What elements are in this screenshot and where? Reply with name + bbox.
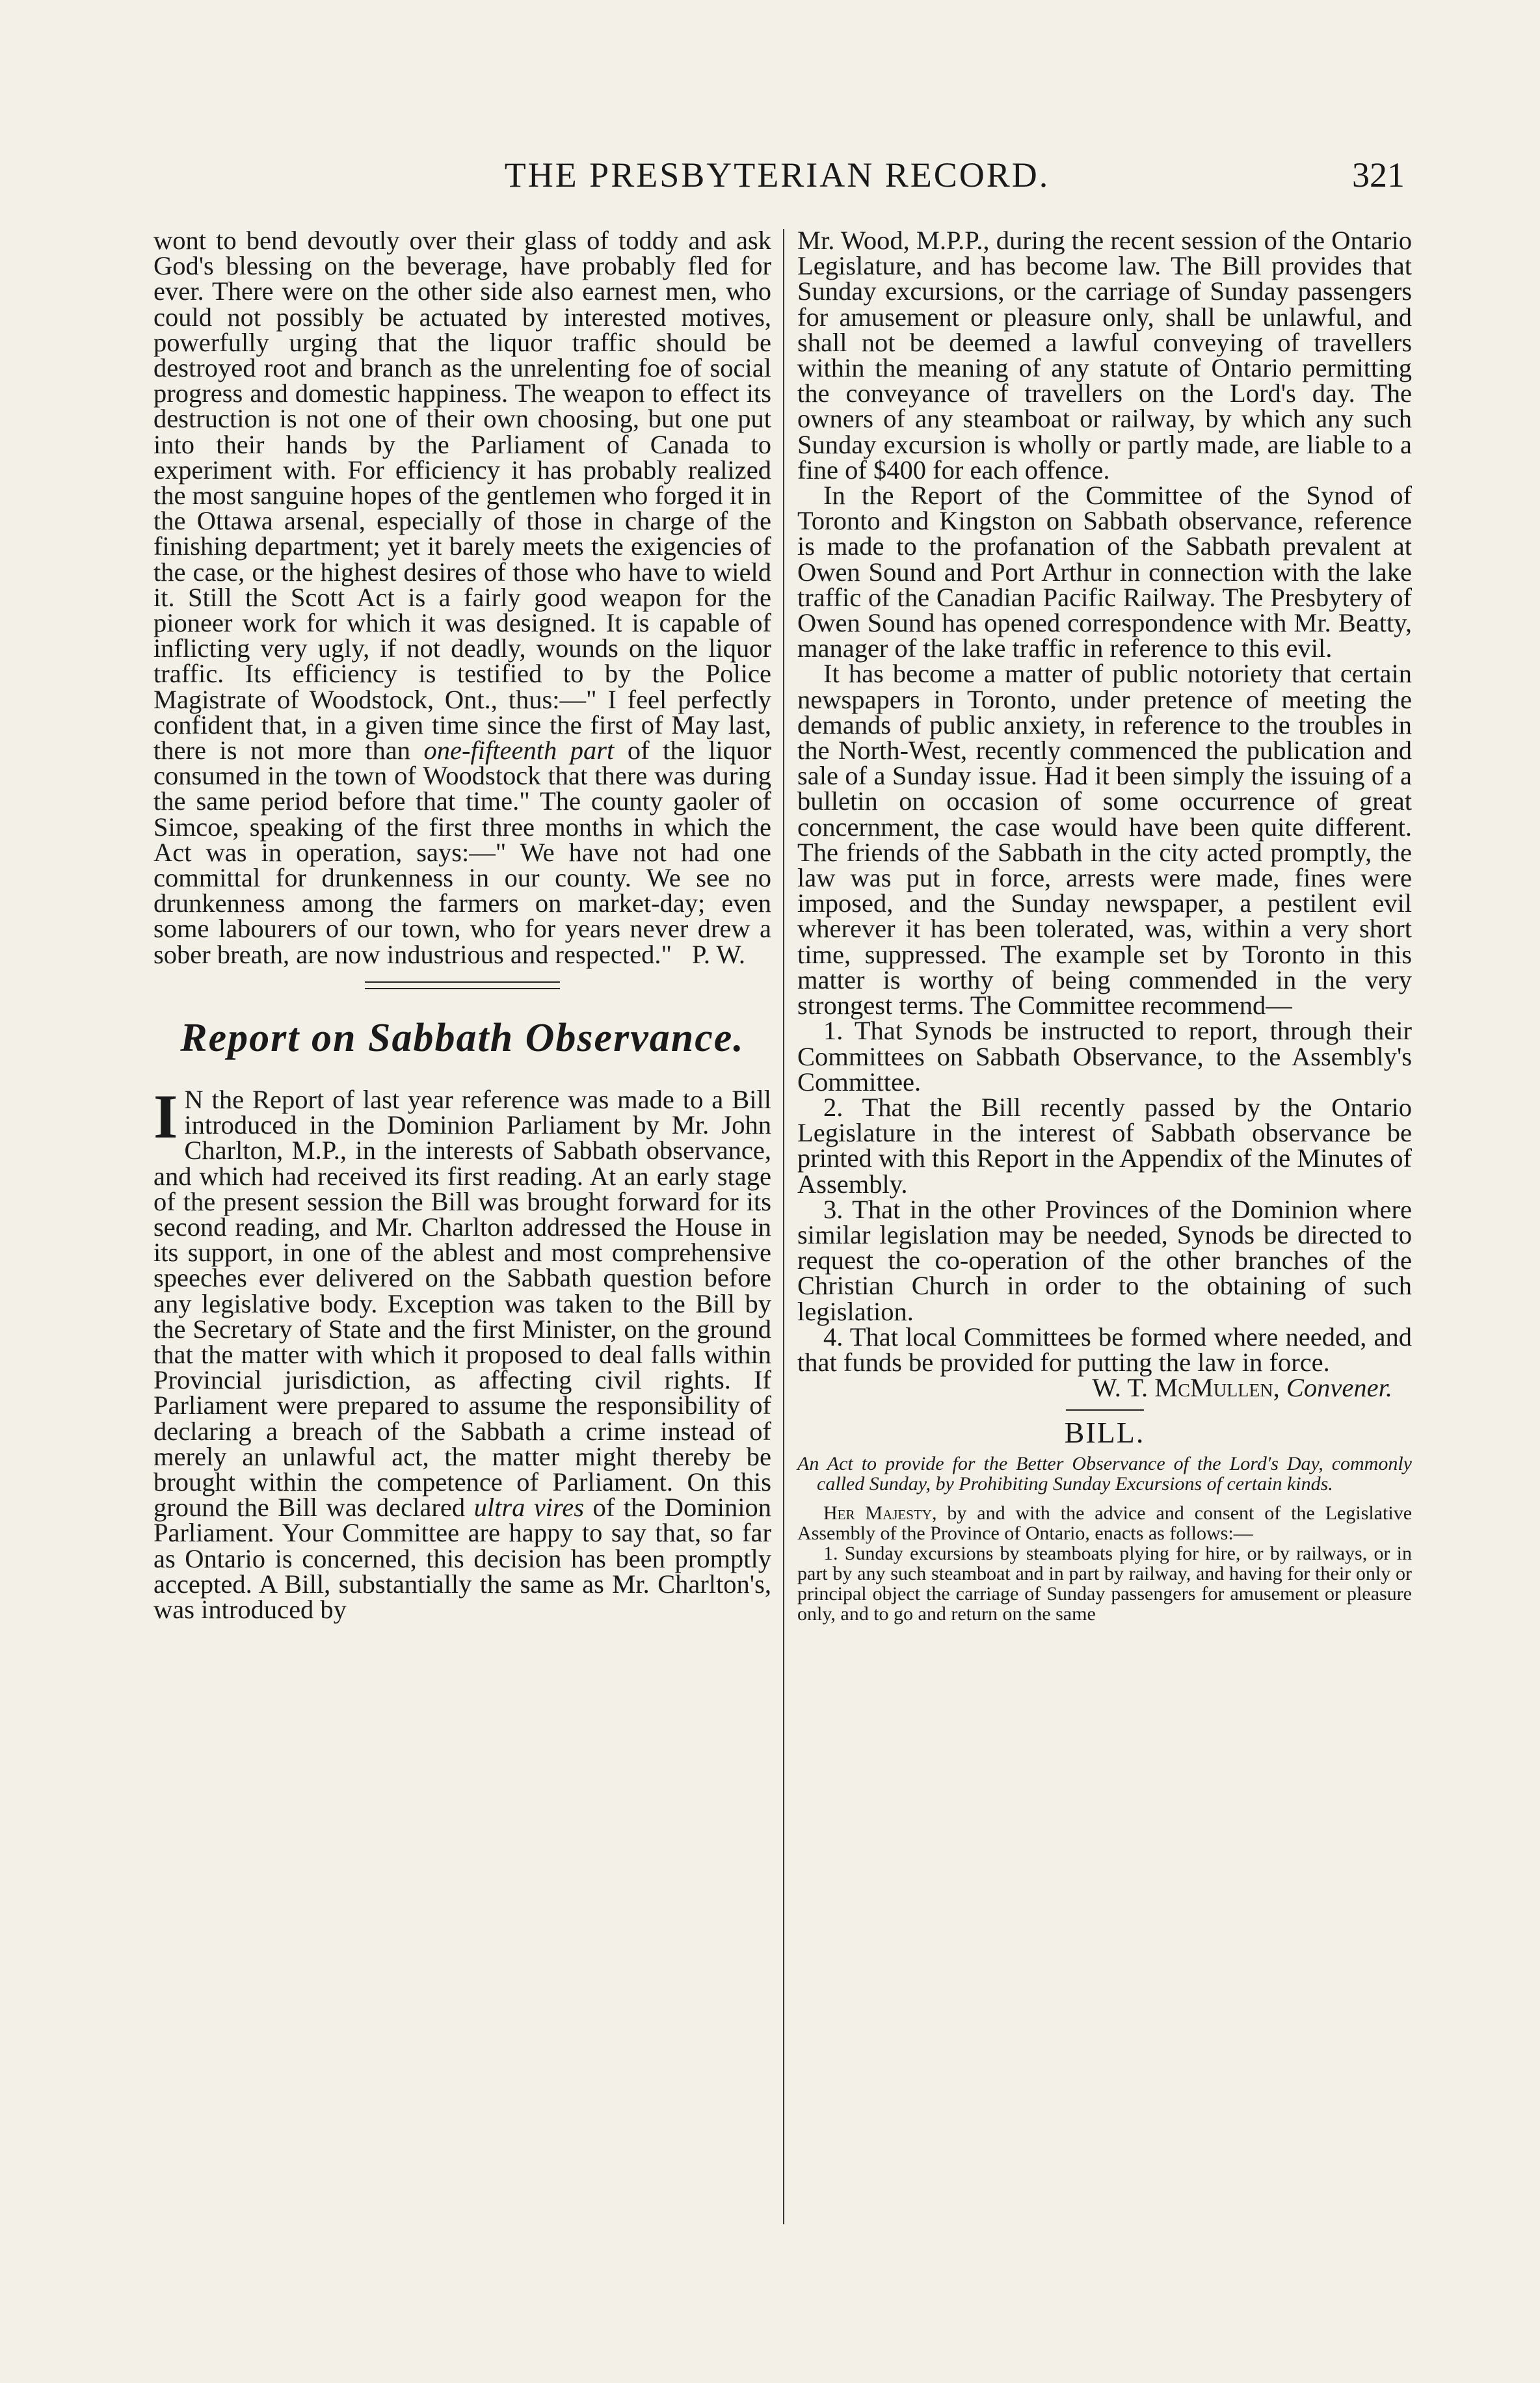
column-divider <box>783 229 784 2224</box>
right-column <box>797 228 1412 1624</box>
paragraph: Mr. Wood, M.P.P., during the recent session of the Ontario Legislature, and has become law. The Bill provides that Sunday excursions, or the carriage of Sunday passengers for amusement or pleasure only, shall be unlawful, and shall not be deemed a lawful conveying of travellers within the meaning of any statute of Ontario permitting the conveyance of travellers on the Lord's day. The owners of any steamboat or railway, by which any such Sunday excursion is wholly or partly made, are liable to a fine of $400 for each offence. <box>797 226 1412 485</box>
majesty-text: Her Majesty <box>823 1502 932 1524</box>
drop-cap: I <box>153 1081 178 1151</box>
signatory-name: W. T. McMullen, <box>1092 1373 1280 1403</box>
journal-title: THE PRESBYTERIAN RECORD. <box>504 155 1050 194</box>
act-title: An Act to provide for the Better Observance of the Lord's Day, commonly called Sunday, by Prohibiting Sunday Excursions of certain kinds. <box>797 1452 1412 1495</box>
bill-heading: BILL. <box>1064 1416 1145 1450</box>
report-paragraph <box>153 1081 771 1624</box>
signatory-title: Convener. <box>1286 1373 1392 1403</box>
enacting-clause <box>797 1503 1412 1543</box>
recommendation-item: 1. That Synods be instructed to report, through their Committees on Sabbath Observance, to the Assembly's Committee. <box>797 1016 1412 1097</box>
recommendation-item: 4. That local Committees be formed where needed, and that funds be provided for putting the law in force. <box>797 1322 1412 1377</box>
recommendation-item: 2. That the Bill recently passed by the Ontario Legislature in the interest of Sabbath observance be printed with this Report in the Appendix of the Minutes of Assembly. <box>797 1092 1412 1199</box>
running-header <box>150 155 1405 200</box>
paragraph-text: wont to bend devoutly over their glass of toddy and ask God's blessing on the beverage, have probably fled for ever. There were on the other side also earnest men, who could not possibly be actuated by interested motives, powerfully urging that the liquor traffic should be destroyed root and branch as the unrelenting foe of social progress and domestic happiness. The weapon to effect its destruction is not one of their own choosing, but one put into their hands by the Parliament of Canada to experiment with. For efficiency it has probably realized the most sanguine hopes of the gentlemen who forged it in the Ottawa arsenal, especially of those in charge of the finishing department; yet it barely meets the exigencies of the case, or the highest desires of those who have to wield it. Still the Scott Act is a fairly good weapon for the pioneer work for which it was designed. It is capable of inflicting very ugly, if not deadly, wounds on the liquor traffic. Its efficiency is testified to by the Police Magistrate of Woodstock, Ont., thus:—" I feel perfectly confident that, in a given time since the first of May last, there is not more than <box>153 226 771 765</box>
emphasis-text: ultra vires <box>473 1493 585 1523</box>
paragraph: It has become a matter of public notoriety that certain newspapers in Toronto, under pretence of meeting the demands of public anxiety, in reference to the troubles in the North-West, recently commenced the publication and sale of a Sunday issue. Had it been simply the issuing of a bulletin on occasion of some occurrence of great concernment, the case would have been quite different. The friends of the Sabbath in the city acted promptly, the law was put in force, arrests were made, fines were imposed, and the Sunday newspaper, a pestilent evil wherever it has been tolerated, was, within a very short time, suppressed. The example set by Toronto in this matter is worthy of being commended in the very strongest terms. The Committee recommend— <box>797 659 1412 1020</box>
author-initials: P. W. <box>691 939 745 969</box>
paragraph-text: , by and with the advice and consent of the Legislative Assembly of the Province of Ontario, enacts as follows:— <box>797 1502 1413 1544</box>
emphasis-text: one-fifteenth part <box>423 736 615 765</box>
divider-rule <box>1066 1409 1144 1411</box>
page-number: 321 <box>1352 155 1405 194</box>
paragraph-text: N the Report of last year reference was made to a Bill introduced in the Dominion Parliament by Mr. John Charlton, M.P., in the interests of Sabbath observance, and which had received its first reading. At an early stage of the present session the Bill was brought forward for its second reading, and Mr. Charlton addressed the House in its support, in one of the ablest and most comprehensive speeches ever delivered on the Sabbath question before any legislative body. Exception was taken to the Bill by the Secretary of State and the first Minister, on the ground that the matter with which it proposed to deal falls within Provincial jurisdiction, as affecting civil rights. If Parliament were prepared to assume the responsibility of declaring a breach of the Sabbath a crime instead of merely an unlawful act, the matter might thereby be brought within the competence of Parliament. On this ground the Bill was declared <box>153 1084 771 1523</box>
paragraph-text: of the liquor consumed in the town of Woodstock that there was during the same period before that time." The county gaoler of Simcoe, speaking of the first three months in which the Act was in operation, says:—" We have not had one committal for drunkenness in our county. We see no drunkenness among the farmers on market-day; even some labourers of our town, who for years never drew a sober breath, are now industrious and respected." <box>153 736 771 969</box>
paragraph: In the Report of the Committee of the Synod of Toronto and Kingston on Sabbath observance, reference is made to the profanation of the Sabbath prevalent at Owen Sound and Port Arthur in connection with the lake traffic of the Canadian Pacific Railway. The Presbytery of Owen Sound has opened correspondence with Mr. Beatty, manager of the lake traffic in reference to this evil. <box>797 481 1412 663</box>
recommendation-item: 3. That in the other Provinces of the Dominion where similar legislation may be needed, Synods be directed to request the co-operation of the other branches of the Christian Church in order to the obtaining of such legislation. <box>797 1194 1412 1326</box>
section-divider <box>365 981 560 989</box>
section-heading: Report on Sabbath Observance. <box>180 1015 745 1060</box>
paragraph-text: of the Dominion Parliament. Your Committee are happy to say that, so far as Ontario is concerned, this decision has been promptly accepted. A Bill, substantially the same as Mr. Charlton's, was introduced by <box>153 1493 771 1624</box>
left-column <box>153 228 771 1622</box>
signature <box>797 1373 1412 1403</box>
bill-clause: 1. Sunday excursions by steamboats plying for hire, or by railways, or in part by any such steamboat and in part by railway, and having for their only or principal object the carriage of Sunday passengers for amusement or pleasure only, and to go and return on the same <box>797 1542 1412 1625</box>
article-continuation <box>153 228 771 967</box>
